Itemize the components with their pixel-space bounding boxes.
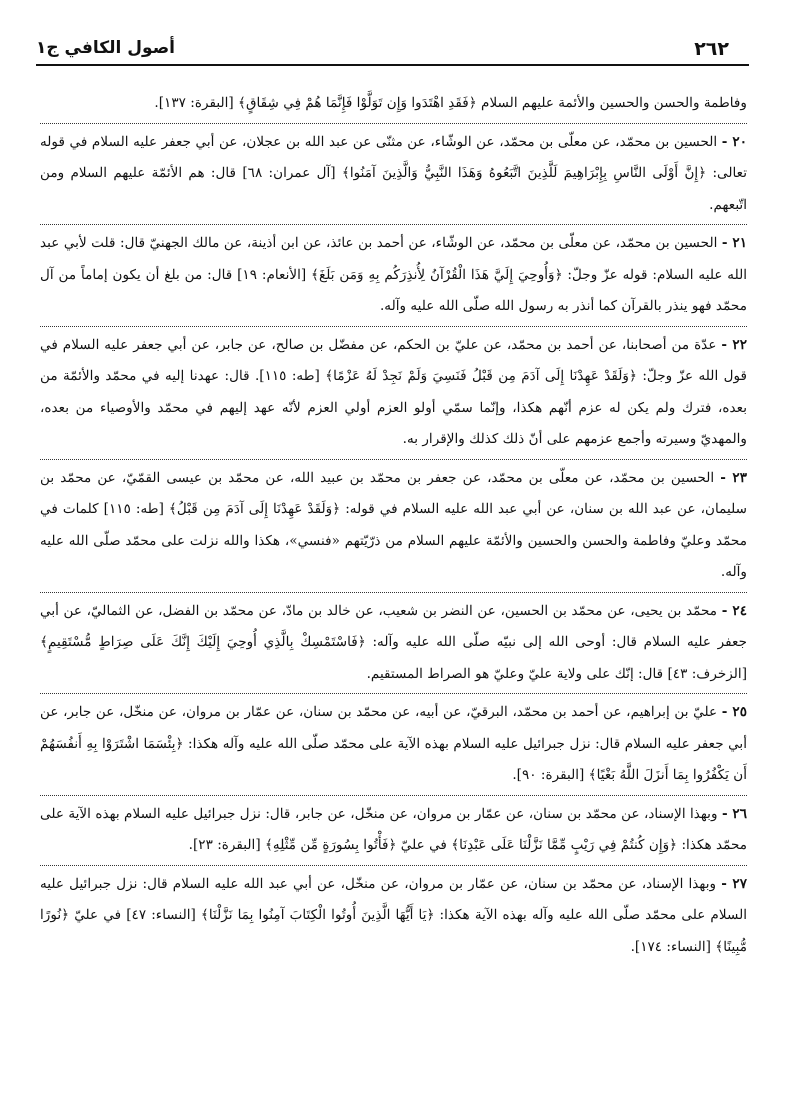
book-title: أصول الكافي ج١: [36, 38, 175, 58]
hadith-27: [40, 865, 747, 964]
hadith-number: ٢٣ -: [720, 469, 748, 486]
hadith-25: [40, 693, 747, 792]
hadith-22: [40, 326, 747, 456]
hadith-24: [40, 592, 747, 691]
hadith-number: ٢٢ -: [721, 336, 748, 353]
hadith-number: ٢٤ -: [721, 602, 748, 619]
hadith-text: عدّة من أصحابنا، عن أحمد بن محمّد، عن عليّ بن الحكم، عن مفضّل بن صالح، عن جابر، عن أبي جعفر عليه السلام في قول الله عزّ وجلّ: ﴿وَلَقَدْ عَهِدْنَا إِلَى آدَمَ مِن قَبْلُ فَنَسِيَ وَلَمْ نَجِدْ لَهُ عَزْمًا﴾ [طه: ١١٥]. قال: عهدنا إليه في محمّد والأئمّة من بعده، فترك ولم يكن له عزم أنّهم هكذا، وإنّما سمّي أولو العزم أولي العزم لأنّه عهد إليهم في محمّد والأوصياء من بعده، والمهديّ وسيرته وأجمع عزمهم على أنّ ذلك كذلك والإقرار به.: [40, 336, 747, 447]
hadith-23: [40, 459, 747, 589]
hadith-26: [40, 795, 747, 862]
hadith-text: محمّد بن يحيى، عن محمّد بن الحسين، عن النضر بن شعيب، عن خالد بن مادّ، عن محمّد بن الفضل، عن الثماليّ، عن أبي جعفر عليه السلام قال: أوحى الله إلى نبيّه صلّى الله عليه وآله: ﴿فَاسْتَمْسِكْ بِالَّذِي أُوحِيَ إِلَيْكَ إِنَّكَ عَلَى صِرَاطٍ مُّسْتَقِيمٍ﴾ [الزخرف: ٤٣] قال: إنّك على ولاية عليّ وعليّ هو الصراط المستقيم.: [40, 602, 747, 682]
hadith-number: ٢٠ -: [721, 133, 747, 150]
paragraph-text: وفاطمة والحسن والحسين والأئمة عليهم السلام ﴿فَقَدِ اهْتَدَوا وَإِن تَوَلَّوْا فَإِنَّمَا هُمْ فِي شِقَاقٍ﴾ [البقرة: ١٣٧].: [154, 95, 747, 111]
hadith-number: ٢٥ -: [721, 704, 747, 720]
hadith-number: ٢٦ -: [721, 805, 747, 822]
hadith-text: وبهذا الإسناد، عن محمّد بن سنان، عن عمّار بن مروان، عن منخّل، عن أبي عبد الله عليه السلام قال: نزل جبرائيل عليه السلام على محمّد صلّى الله عليه وآله بهذه الآية هكذا: ﴿يَا أَيُّهَا الَّذِينَ أُوتُوا الْكِتَابَ آمِنُوا بِمَا نَزَّلْنَا﴾ [النساء: ٤٧] في عليّ ﴿نُورًا مُّبِينًا﴾ [النساء: ١٧٤].: [40, 875, 747, 955]
hadith-number: ٢١ -: [721, 235, 747, 251]
hadith-text: الحسين بن محمّد، عن معلّى بن محمّد، عن الوشّاء، عن مثنّى عن عبد الله بن عجلان، عن أبي جعفر عليه السلام في قوله تعالى: ﴿إِنَّ أَوْلَى النَّاسِ بِإِبْرَاهِيمَ لَلَّذِينَ اتَّبَعُوهُ وَهَذَا النَّبِيُّ وَالَّذِينَ آمَنُوا﴾ [آل عمران: ٦٨] قال: هم الأئمّة عليهم السلام ومن اتّبعهم.: [40, 133, 748, 213]
hadith-text: وبهذا الإسناد، عن محمّد بن سنان، عن عمّار بن مروان، عن منخّل، عن جابر، قال: نزل جبرائيل عليه السلام بهذه الآية على محمّد هكذا: ﴿وَإِن كُنتُمْ فِي رَيْبٍ مِّمَّا نَزَّلْنَا عَلَى عَبْدِنَا﴾ في عليّ ﴿فَأْتُوا بِسُورَةٍ مِّن مِّثْلِهِ﴾ [البقرة: ٢٣].: [40, 805, 747, 853]
page-header: [36, 30, 749, 66]
hadith-text: الحسين بن محمّد، عن معلّى بن محمّد، عن جعفر بن محمّد بن عبيد الله، عن محمّد بن عيسى القمّيّ، عن محمّد بن سليمان، عن عبد الله بن سنان، عن أبي عبد الله عليه السلام في قوله: ﴿وَلَقَدْ عَهِدْنَا إِلَى آدَمَ مِن قَبْلُ﴾ [طه: ١١٥] كلمات في محمّد وعليّ وفاطمة والحسن والحسين والأئمّة عليهم السلام من ذرّيّتهم «فنسي»، هكذا والله نزلت على محمّد صلّى الله عليه وآله.: [40, 469, 747, 580]
hadith-20: [40, 123, 747, 222]
hadith-number: ٢٧ -: [721, 875, 748, 892]
hadith-21: [40, 224, 747, 323]
hadith-text: الحسين بن محمّد، عن معلّى بن محمّد، عن الوشّاء، عن أحمد بن عائذ، عن ابن أذينة، عن مالك الجهنيّ قال: قلت لأبي عبد الله عليه السلام: قوله عزّ وجلّ: ﴿وَأُوحِيَ إِلَيَّ هَذَا الْقُرْآنُ لِأُنذِرَكُم بِهِ وَمَن بَلَغَ﴾ [الأنعام: ١٩] قال: من بلغ أن يكون إماماً من آل محمّد فهو ينذر بالقرآن كما أنذر به رسول الله صلّى الله عليه وآله.: [40, 235, 747, 314]
hadith-text: عليّ بن إبراهيم، عن أحمد بن محمّد، البرقيّ، عن أبيه، عن محمّد بن سنان، عن عمّار بن مروان، عن منخّل، عن جابر، عن أبي جعفر عليه السلام قال: نزل جبرائيل عليه السلام بهذه الآية على محمّد صلّى الله عليه وآله هكذا: ﴿بِئْسَمَا اشْتَرَوْا بِهِ أَنفُسَهُمْ أَن يَكْفُرُوا بِمَا أَنزَلَ اللَّهُ بَغْيًا﴾ [البقرة: ٩٠].: [40, 704, 747, 783]
page-number: ٢٦٢: [694, 38, 729, 60]
page-body: [40, 88, 747, 963]
continued-paragraph: [40, 88, 747, 120]
